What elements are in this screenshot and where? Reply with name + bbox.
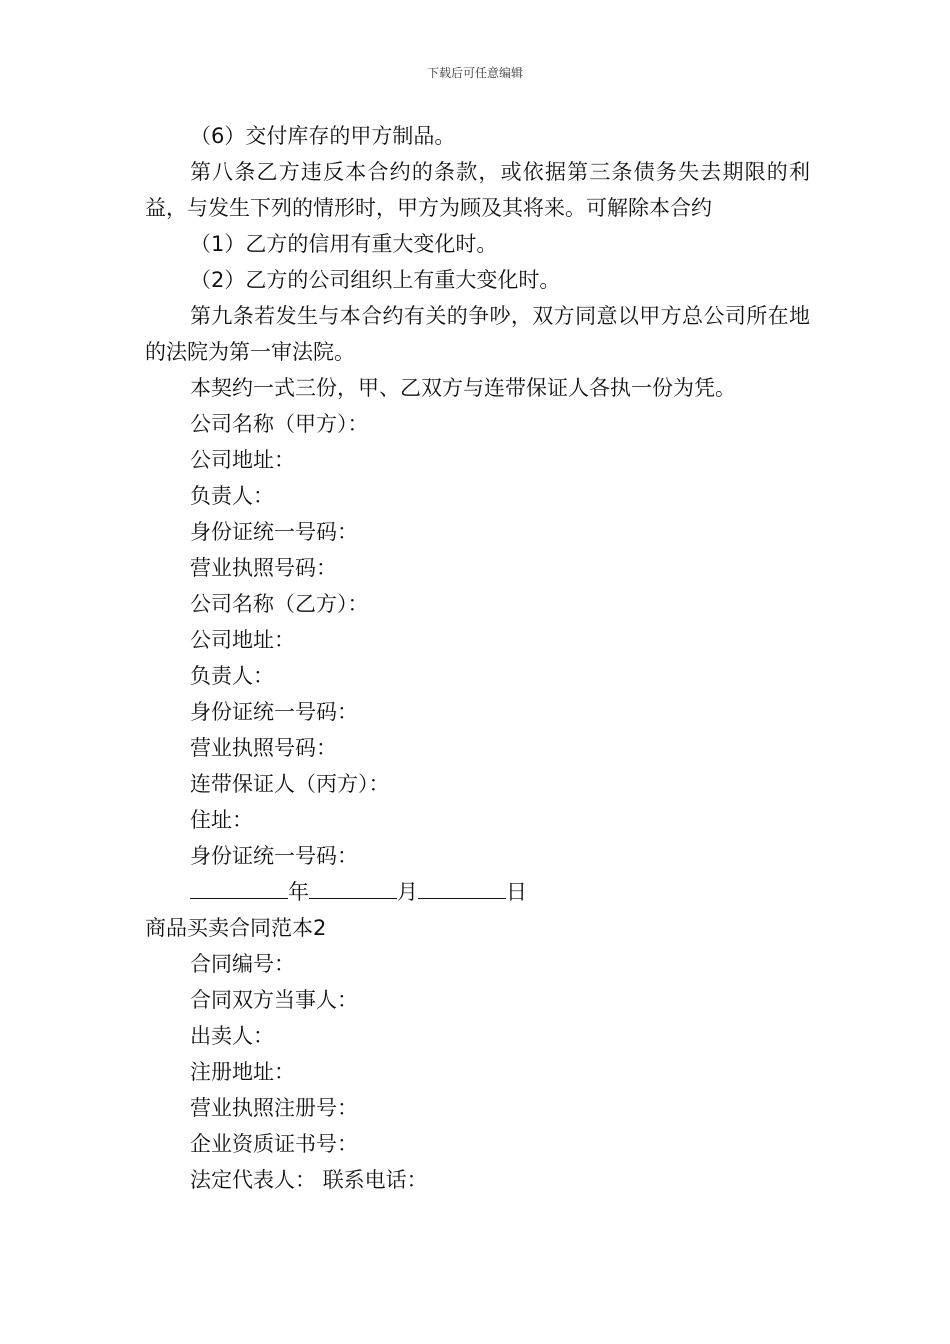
qualification-cert-number: 企业资质证书号： <box>190 1132 358 1156</box>
month-blank <box>309 876 397 899</box>
article-8: 第八条乙方违反本合约的条款，或依据第三条债务失去期限的利益，与发生下列的情形时，甲方为顾及其将来。可解除本合约 <box>145 160 810 220</box>
seller: 出卖人： <box>190 1024 274 1048</box>
party-a-id: 身份证统一号码： <box>190 520 358 544</box>
contract-parties: 合同双方当事人： <box>190 988 358 1012</box>
party-b-address: 公司地址： <box>190 628 295 652</box>
page-header: 下载后可任意编辑 <box>426 66 523 80</box>
party-b-responsible: 负责人： <box>190 664 274 688</box>
business-license-number: 营业执照注册号： <box>190 1096 358 1120</box>
day-blank <box>418 876 506 899</box>
party-a-license: 营业执照号码： <box>190 556 337 580</box>
month-label: 月 <box>397 880 418 904</box>
year-blank <box>190 876 288 899</box>
contract-number: 合同编号： <box>190 952 295 976</box>
party-b-id: 身份证统一号码： <box>190 700 358 724</box>
day-label: 日 <box>506 880 527 904</box>
contact-phone: 联系电话： <box>322 1168 428 1192</box>
clause-6-item: （6）交付库存的甲方制品。 <box>190 124 456 148</box>
party-a-company-name: 公司名称（甲方）： <box>190 412 369 436</box>
party-a-responsible: 负责人： <box>190 484 274 508</box>
copies-statement: 本契约一式三份，甲、乙双方与连带保证人各执一份为凭。 <box>190 376 736 400</box>
article-8-item-1: （1）乙方的信用有重大变化时。 <box>190 232 498 256</box>
party-a-address: 公司地址： <box>190 448 295 472</box>
party-b-license: 营业执照号码： <box>190 736 337 760</box>
article-8-item-2: （2）乙方的公司组织上有重大变化时。 <box>190 268 561 292</box>
party-b-company-name: 公司名称（乙方）： <box>190 592 369 616</box>
year-label: 年 <box>288 880 309 904</box>
article-9: 第九条若发生与本合约有关的争吵，双方同意以甲方总公司所在地的法院为第一审法院。 <box>145 304 810 364</box>
registered-address: 注册地址： <box>190 1060 295 1084</box>
section-2-title: 商品买卖合同范本2 <box>145 916 327 940</box>
guarantor-address: 住址： <box>190 808 253 832</box>
document-body <box>145 118 810 1198</box>
date-line <box>145 874 810 910</box>
guarantor-name: 连带保证人（丙方）： <box>190 772 390 796</box>
legal-representative: 法定代表人： <box>190 1168 316 1192</box>
guarantor-id: 身份证统一号码： <box>190 844 358 868</box>
legal-rep-line <box>145 1162 810 1198</box>
